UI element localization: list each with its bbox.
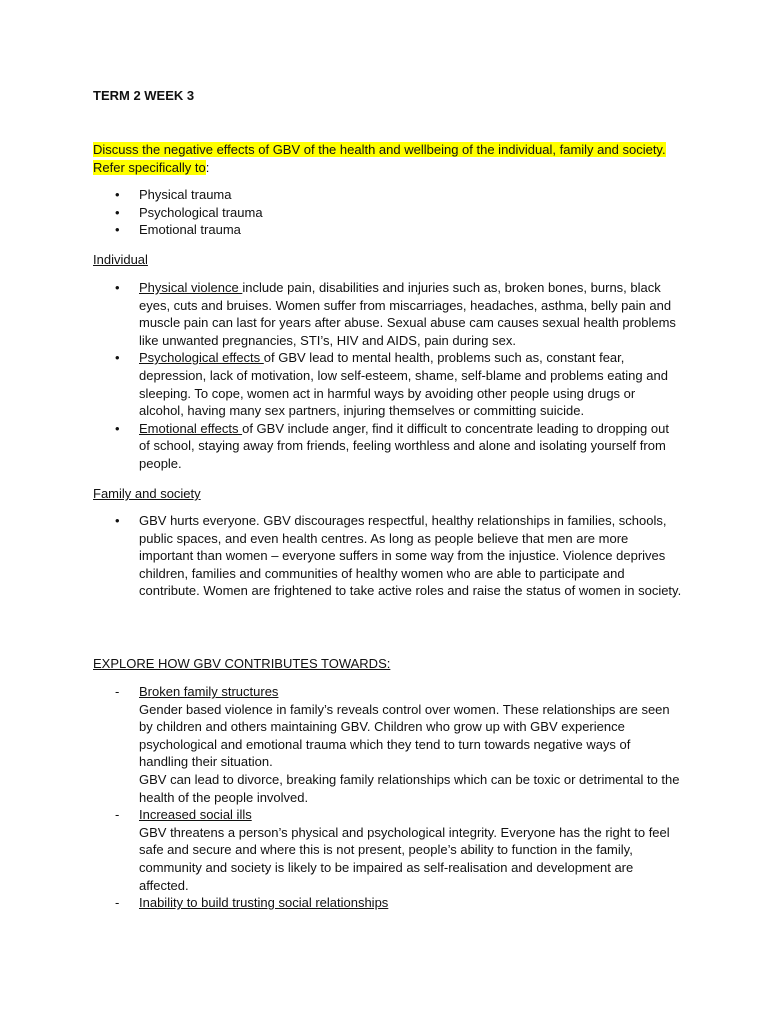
question-highlight: Discuss the negative effects of GBV of the health and wellbeing of the individual, family and society. Refer specifically to [93, 142, 666, 175]
item-paragraph: GBV can lead to divorce, breaking family relationships which can be toxic or detrimental to the health of the people involved. [139, 771, 680, 805]
section-heading-individual: Individual [93, 252, 148, 267]
question-colon: : [205, 159, 210, 175]
list-item: • Emotional trauma [93, 221, 683, 239]
list-item: • GBV hurts everyone. GBV discourages respectful, healthy relationships in families, schools, public spaces, and even health centres. As long as people believe that men are more important than women – everyone suffers in some way from the injustice. Violence deprives children, families and communities of healthy women who are able to participate and contribute. Women are frightened to take active roles and raise the status of women in society. [93, 512, 683, 600]
item-label: - Broken family structures [139, 684, 279, 699]
item-label: Physical violence [139, 280, 243, 295]
section-heading-explore: EXPLORE HOW GBV CONTRIBUTES TOWARDS: [93, 656, 391, 671]
item-text: of GBV lead to mental health, problems such as, constant fear, depression, lack of motivation, low self-esteem, shame, self-blame and problems eating and sleeping. To cope, women act in harmful ways by avoiding other people using drugs or alcohol, having many sex partners, injuring themselves or committing suicide. [139, 350, 668, 419]
refer-list [93, 186, 683, 239]
question-prompt [93, 141, 683, 176]
item-text: include pain, disabilities and injuries such as, broken bones, burns, black eyes, cuts and bruises. Women suffer from miscarriages, headaches, asthma, belly pain and muscle pain can last for years after abuse. Sexual abuse cam causes sexual health problems like unwanted pregnancies, STI’s, HIV and AIDS, pain during sex. [139, 280, 676, 348]
individual-list [93, 279, 683, 473]
family-list [93, 512, 683, 600]
page-title: TERM 2 WEEK 3 [93, 88, 195, 103]
item-label: - Inability to build trusting social relationships [139, 895, 389, 911]
item-paragraph: Gender based violence in family’s reveals control over women. These relationships are seen by children and others maintaining GBV. Children who grow up with GBV experience psychological and emotional trauma which they tend to turn towards negative ways of handling their situation. [139, 701, 670, 770]
item-label: Emotional effects [139, 420, 243, 436]
list-item-physical [93, 279, 683, 349]
list-item-trust [93, 894, 683, 912]
list-item-emotional [93, 420, 683, 473]
item-label: Psychological effects [139, 350, 264, 366]
list-item-social-ills [93, 806, 683, 894]
list-item-broken-family [93, 683, 683, 806]
item-text: of GBV include anger, find it difficult to concentrate leading to dropping out of school, staying away from friends, feeling worthless and alone and isolating yourself from people. [139, 420, 669, 471]
item-label: - Increased social ills [139, 807, 252, 823]
section-heading-family: Family and society [93, 486, 201, 501]
item-paragraph: GBV threatens a person’s physical and psychological integrity. Everyone has the right to feel safe and secure and where this is not present, people’s ability to function in the family, community and society is likely to be impaired as self-realisation and development are affected. [139, 824, 670, 893]
list-item-psychological [93, 349, 683, 419]
explore-list [93, 683, 683, 912]
list-item: • Physical trauma [93, 186, 683, 204]
list-item: • Psychological trauma [93, 204, 683, 222]
